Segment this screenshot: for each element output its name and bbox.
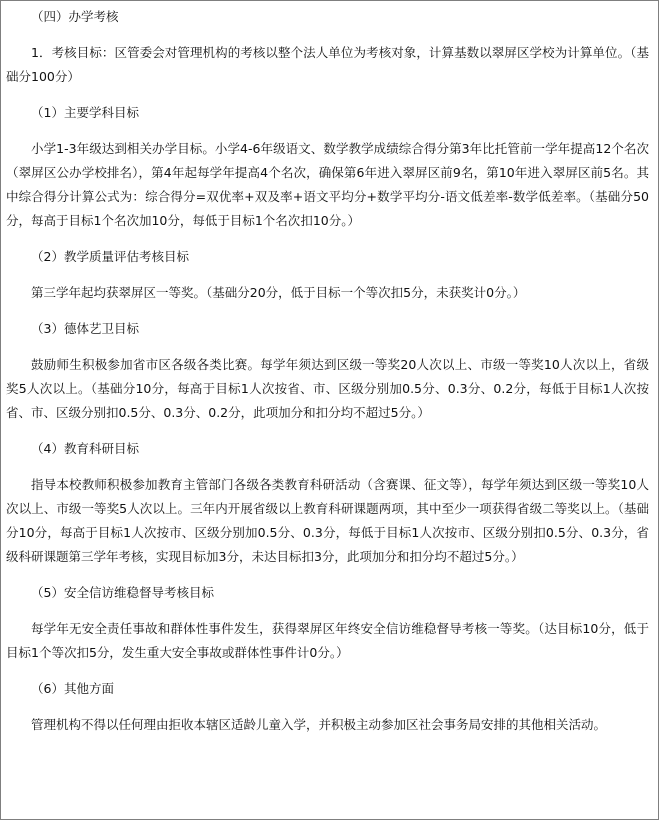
subheading: （1）主要学科目标	[31, 105, 139, 120]
paragraph: 管理机构不得以任何理由拒收本辖区适龄儿童入学，并积极主动参加区社会事务局安排的其他相关活动。	[31, 717, 607, 732]
section-title: （四）办学考核	[31, 9, 119, 24]
subheading: （6）其他方面	[31, 681, 114, 696]
document-body	[6, 41, 649, 737]
paragraph: 鼓励师生积极参加省市区各级各类比赛。每学年须达到区级一等奖20人次以上、市级一等奖10人次以上，省级奖5人次以上。（基础分10分，每高于目标1人次按省、市、区级分别加0.5分、0.3分、0.2分，每低于目标1人次按省、市、区级分别扣0.5分、0.3分、0.2分，此项加分和扣分均不超过5分。）	[6, 357, 649, 420]
paragraph: 第三学年起均获翠屏区一等奖。（基础分20分，低于目标一个等次扣5分，未获奖计0分。）	[31, 285, 526, 300]
paragraph: 小学1-3年级达到相关办学目标。小学4-6年级语文、数学教学成绩综合得分第3年比托管前一学年提高12个名次（翠屏区公办学校排名），第4年起每学年提高4个名次，确保第6年进入翠屏区前9名，第10年进入翠屏区前5名。其中综合得分计算公式为：综合得分=双优率+双及率+语文平均分+数学平均分-语文低差率-数学低差率。（基础分50分，每高于目标1个名次加10分，每低于目标1个名次扣10分。）	[6, 141, 649, 228]
paragraph: 每学年无安全责任事故和群体性事件发生，获得翠屏区年终安全信访维稳督导考核一等奖。（达目标10分，低于目标1个等次扣5分，发生重大安全事故或群体性事件计0分。）	[6, 621, 649, 660]
subheading: （2）教学质量评估考核目标	[31, 249, 189, 264]
subheading: （5）安全信访维稳督导考核目标	[31, 585, 214, 600]
paragraph: 指导本校教师积极参加教育主管部门各级各类教育科研活动（含赛课、征文等），每学年须达到区级一等奖10人次以上、市级一等奖5人次以上。三年内开展省级以上教育科研课题两项，其中至少一项获得省级二等奖以上。（基础分10分，每高于目标1人次按市、区级分别加0.5分、0.3分，每低于目标1人次按市、区级分别扣0.5分、0.3分，省级科研课题第三学年考核，实现目标加3分，未达目标扣3分，此项加分和扣分均不超过5分。）	[6, 477, 649, 564]
paragraph: 1．考核目标：区管委会对管理机构的考核以整个法人单位为考核对象，计算基数以翠屏区学校为计算单位。（基础分100分）	[6, 45, 649, 84]
subheading: （3）德体艺卫目标	[31, 321, 139, 336]
subheading: （4）教育科研目标	[31, 441, 139, 456]
